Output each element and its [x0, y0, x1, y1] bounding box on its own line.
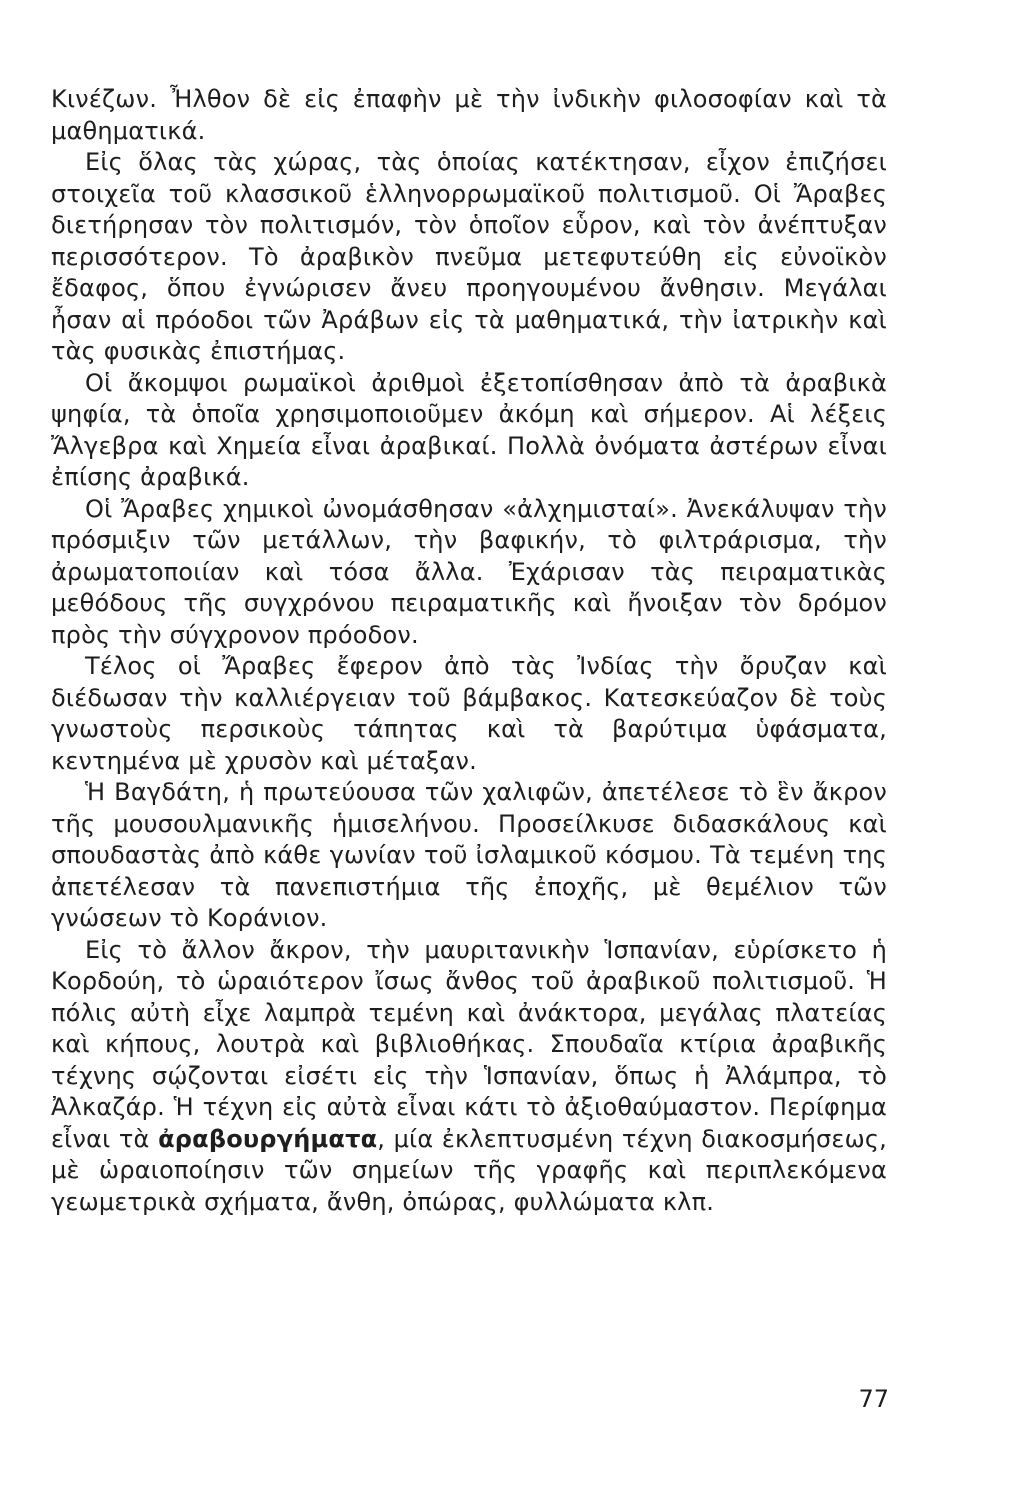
paragraph-3: Οἱ ἄκομψοι ρωμαϊκοὶ ἀριθμοὶ ἐξετοπίσθησαν ἀπὸ τὰ ἀραβικὰ ψηφία, τὰ ὁποῖα χρησιμοποιοῦμεν ἀκόμη καὶ σήμερον. Αἱ λέξεις Ἄλγεβρα καὶ Χημεία εἶναι ἀραβικαί. Πολλὰ ὀνόματα ἀστέρων εἶναι ἐπίσης ἀραβικά.	[51, 368, 887, 491]
body-text	[51, 84, 887, 1218]
paragraph-7	[51, 935, 887, 1219]
bold-term-arabesques: ἀραβουργήματα	[158, 1124, 378, 1153]
paragraph-4: Οἱ Ἄραβες χημικοὶ ὠνομάσθησαν «ἀλχημισταί». Ἀνεκάλυψαν τὴν πρόσμιξιν τῶν μετάλλων, τὴν βαφικήν, τὸ φιλτράρισμα, τὴν ἀρωματοποιίαν καὶ τόσα ἄλλα. Ἐχάρισαν τὰς πειραματικὰς μεθόδους τῆς συγχρόνου πειραματικῆς καὶ ἤνοιξαν τὸν δρόμον πρὸς τὴν σύγχρονον πρόοδον.	[51, 494, 887, 649]
paragraph-5: Τέλος οἱ Ἄραβες ἔφερον ἀπὸ τὰς Ἰνδίας τὴν ὄρυζαν καὶ διέδωσαν τὴν καλλιέργειαν τοῦ βάμβακος. Κατεσκεύαζον δὲ τοὺς γνωστοὺς περσικοὺς τάπητας καὶ τὰ βαρύτιμα ὑφάσματα, κεντημένα μὲ χρυσὸν καὶ μέταξαν.	[51, 652, 887, 775]
paragraph-6: Ἡ Βαγδάτη, ἡ πρωτεύουσα τῶν χαλιφῶν, ἀπετέλεσε τὸ ἓν ἄκρον τῆς μουσουλμανικῆς ἡμισελήνου. Προσείλκυσε διδασκάλους καὶ σπουδαστὰς ἀπὸ κάθε γωνίαν τοῦ ἰσλαμικοῦ κόσμου. Τὰ τεμένη της ἀπετέλεσαν τὰ πανεπιστήμια τῆς ἐποχῆς, μὲ θεμέλιον τῶν γνώσεων τὸ Κοράνιον.	[51, 778, 887, 932]
paragraph-1: Κινέζων. Ἦλθον δὲ εἰς ἐπαφὴν μὲ τὴν ἰνδικὴν φιλοσοφίαν καὶ τὰ μαθηματικά.	[51, 85, 887, 145]
paragraph-2: Εἰς ὅλας τὰς χώρας, τὰς ὁποίας κατέκτησαν, εἶχον ἐπιζήσει στοιχεῖα τοῦ κλασσικοῦ ἑλληνορρωμαϊκοῦ πολιτισμοῦ. Οἱ Ἄραβες διετήρησαν τὸν πολιτισμόν, τὸν ὁποῖον εὗρον, καὶ τὸν ἀνέπτυξαν περισσότερον. Τὸ ἀραβικὸν πνεῦμα μετεφυτεύθη εἰς εὐνοϊκὸν ἔδαφος, ὅπου ἐγνώρισεν ἄνευ προηγουμένου ἄνθησιν. Μεγάλαι ἦσαν αἱ πρόοδοι τῶν Ἀράβων εἰς τὰ μαθηματικά, τὴν ἰατρικὴν καὶ τὰς φυσικὰς ἐπιστήμας.	[51, 148, 887, 365]
page-number: 77	[858, 1385, 889, 1413]
paragraph-7-text-after: , μία ἐκλεπτυσμένη τέχνη διακοσμήσεως, μὲ ὡραιοποίησιν τῶν σημείων τῆς γραφῆς καὶ περιπλεκόμενα γεωμετρικὰ σχήματα, ἄνθη, ὀπώρας, φυλλώματα κλπ.	[51, 1124, 887, 1216]
paragraph-7-text-before: Εἰς τὸ ἄλλον ἄκρον, τὴν μαυριτανικὴν Ἱσπανίαν, εὑρίσκετο ἡ Κορδούη, τὸ ὡραιότερον ἴσως ἄνθος τοῦ ἀραβικοῦ πολιτισμοῦ. Ἡ πόλις αὐτὴ εἶχε λαμπρὰ τεμένη καὶ ἀνάκτορα, μεγάλας πλατείας καὶ κήπους, λουτρὰ καὶ βιβλιοθήκας. Σπουδαῖα κτίρια ἀραβικῆς τέχνης σῴζονται εἰσέτι εἰς τὴν Ἱσπανίαν, ὅπως ἡ Ἀλάμπρα, τὸ Ἀλκαζάρ. Ἡ τέχνη εἰς αὐτὰ εἶναι κάτι τὸ ἀξιοθαύμαστον. Περίφημα εἶναι τὰ	[51, 935, 887, 1153]
